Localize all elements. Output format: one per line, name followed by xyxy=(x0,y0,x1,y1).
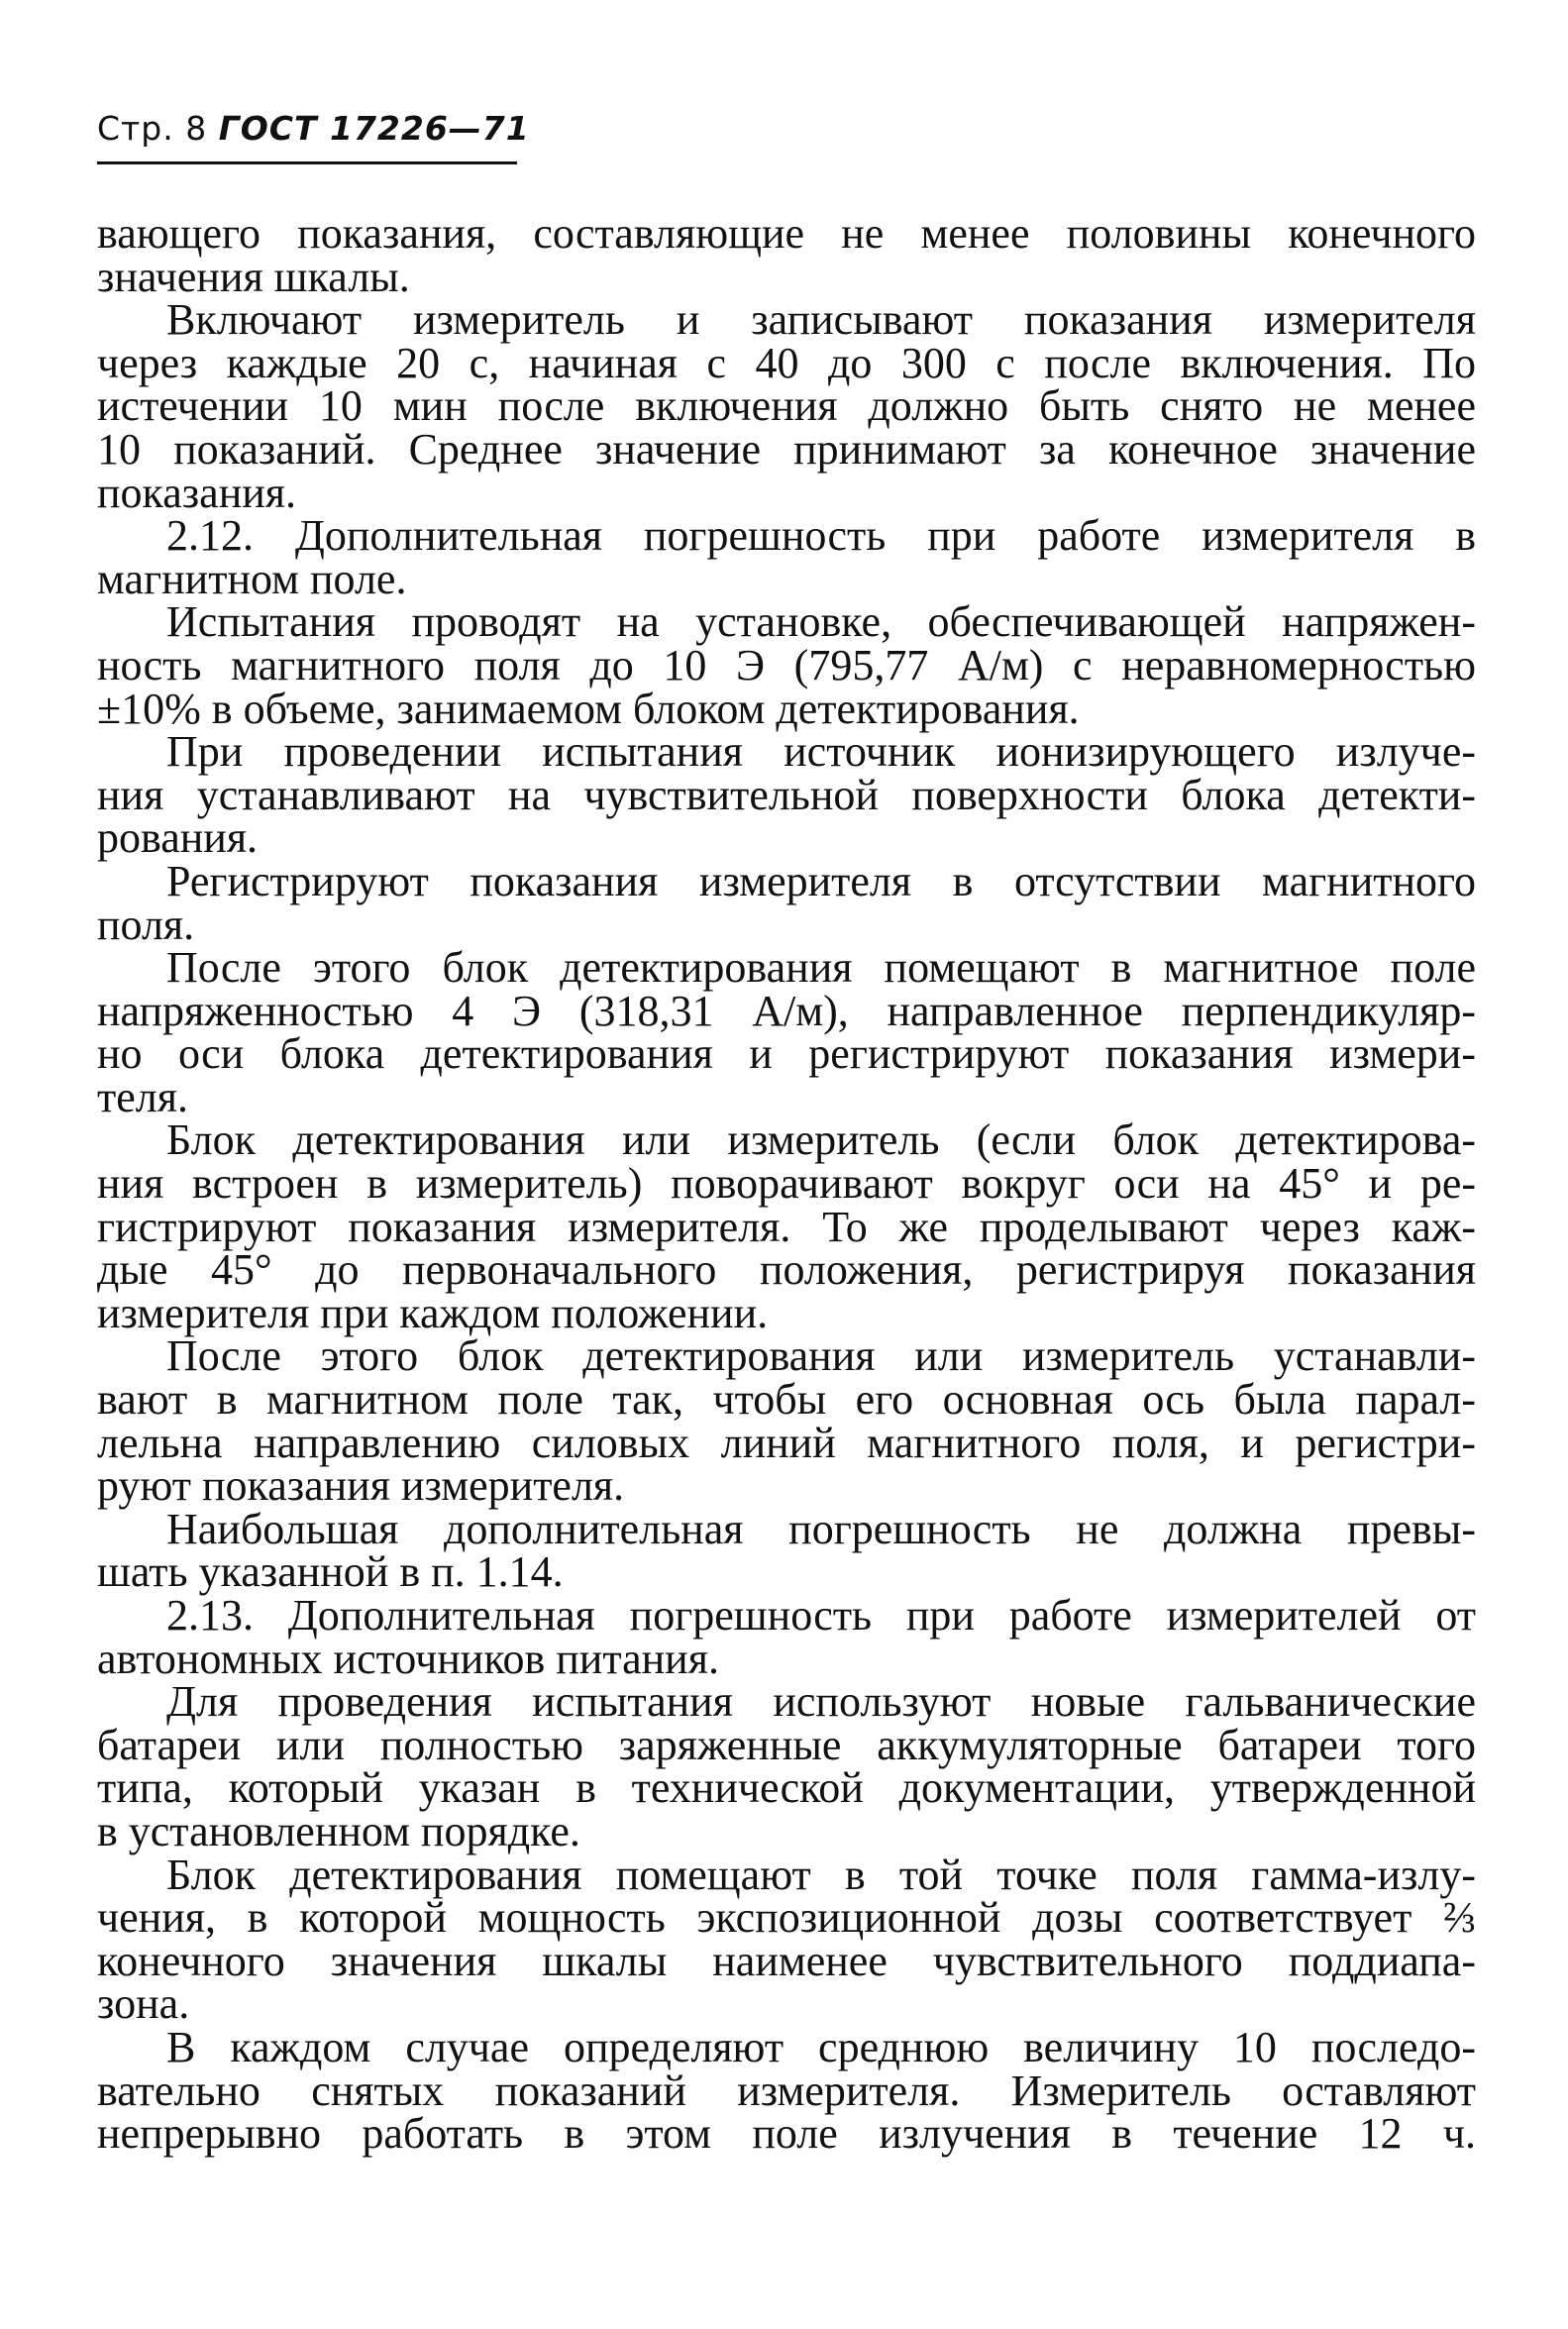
text-line: зона. xyxy=(97,1979,190,2029)
text-line: непрерывно работать в этом поле излучения в течение 12 ч. xyxy=(97,2109,1476,2159)
text-line: чения, в которой мощность экспозиционной дозы соответствует ⅔ xyxy=(97,1893,1476,1943)
text-line: измерителя при каждом положении. xyxy=(97,1288,769,1337)
text-line: через каждые 20 с, начиная с 40 до 300 с после включения. По xyxy=(97,338,1476,387)
text-line: руют показания измерителя. xyxy=(97,1461,625,1511)
text-line: 2.12. Дополнительная погрешность при работе измерителя в xyxy=(166,511,1476,561)
text-line: вающего показания, составляющие не менее половины конечного xyxy=(97,209,1476,258)
text-line: гистрируют показания измерителя. То же проделывают через каж- xyxy=(97,1202,1476,1251)
text-line: дые 45° до первоначального положения, регистрируя показания xyxy=(97,1245,1476,1295)
text-line: ность магнитного поля до 10 Э (795,77 А/м) с неравномерностью xyxy=(97,640,1476,689)
text-line: магнитном поле. xyxy=(97,554,407,603)
header-divider xyxy=(97,161,517,164)
text-line: батареи или полностью заряженные аккумуляторные батареи того xyxy=(97,1720,1476,1769)
text-line: В каждом случае определяют среднюю величину 10 последо- xyxy=(166,2022,1476,2071)
text-line: Испытания проводят на установке, обеспечивающей напряжен- xyxy=(166,597,1476,647)
text-line: рования. xyxy=(97,813,259,863)
text-line: в установленном порядке. xyxy=(97,1806,580,1855)
text-line: ±10% в объеме, занимаемом блоком детектирования. xyxy=(97,684,1080,733)
text-line: Блок детектирования или измеритель (если блок детектирова- xyxy=(166,1115,1476,1165)
text-line: автономных источников питания. xyxy=(97,1634,719,1683)
text-line: типа, который указан в технической документации, утвержденной xyxy=(97,1763,1476,1813)
text-line: После этого блок детектирования помещают в магнитное поле xyxy=(166,943,1476,993)
text-line: ния встроен в измеритель) поворачивают вокруг оси на 45° и ре- xyxy=(97,1159,1476,1209)
text-line: напряженностью 4 Э (318,31 А/м), направленное перпендикуляр- xyxy=(97,986,1476,1035)
text-line: Блок детектирования помещают в той точке поля гамма-излу- xyxy=(166,1850,1476,1899)
text-line: теля. xyxy=(97,1072,188,1121)
page-header xyxy=(97,109,530,148)
text-line: После этого блок детектирования или измеритель устанавли- xyxy=(166,1331,1476,1381)
text-line: ния устанавливают на чувствительной поверхности блока детекти- xyxy=(97,770,1476,819)
text-line: При проведении испытания источник ионизирующего излуче- xyxy=(166,727,1476,777)
text-line: поля. xyxy=(97,900,195,949)
text-line: 10 показаний. Среднее значение принимают за конечное значение xyxy=(97,424,1476,474)
text-line: значения шкалы. xyxy=(97,252,410,301)
text-line: истечении 10 мин после включения должно быть снято не менее xyxy=(97,381,1476,431)
page-number-label: Стр. 8 xyxy=(97,109,208,148)
text-line: Регистрируют показания измерителя в отсутствии магнитного xyxy=(166,856,1476,905)
standard-code: ГОСТ 17226—71 xyxy=(218,109,530,148)
text-line: шать указанной в п. 1.14. xyxy=(97,1547,564,1597)
text-line: конечного значения шкалы наименее чувствительного поддиапа- xyxy=(97,1936,1476,1985)
text-line: показания. xyxy=(97,468,297,517)
text-line: вают в магнитном поле так, чтобы его основная ось была парал- xyxy=(97,1375,1476,1425)
text-line: вательно снятых показаний измерителя. Измеритель оставляют xyxy=(97,2065,1476,2115)
text-line: Включают измеритель и записывают показания измерителя xyxy=(166,295,1476,345)
text-line: Наибольшая дополнительная погрешность не должна превы- xyxy=(166,1504,1476,1553)
text-line: но оси блока детектирования и регистрируют показания измери- xyxy=(97,1029,1476,1079)
text-line: Для проведения испытания используют новые гальванические xyxy=(166,1677,1476,1727)
body-text xyxy=(97,209,1476,2159)
text-line: 2.13. Дополнительная погрешность при работе измерителей от xyxy=(166,1591,1476,1640)
text-line: лельна направлению силовых линий магнитного поля, и регистри- xyxy=(97,1418,1476,1467)
